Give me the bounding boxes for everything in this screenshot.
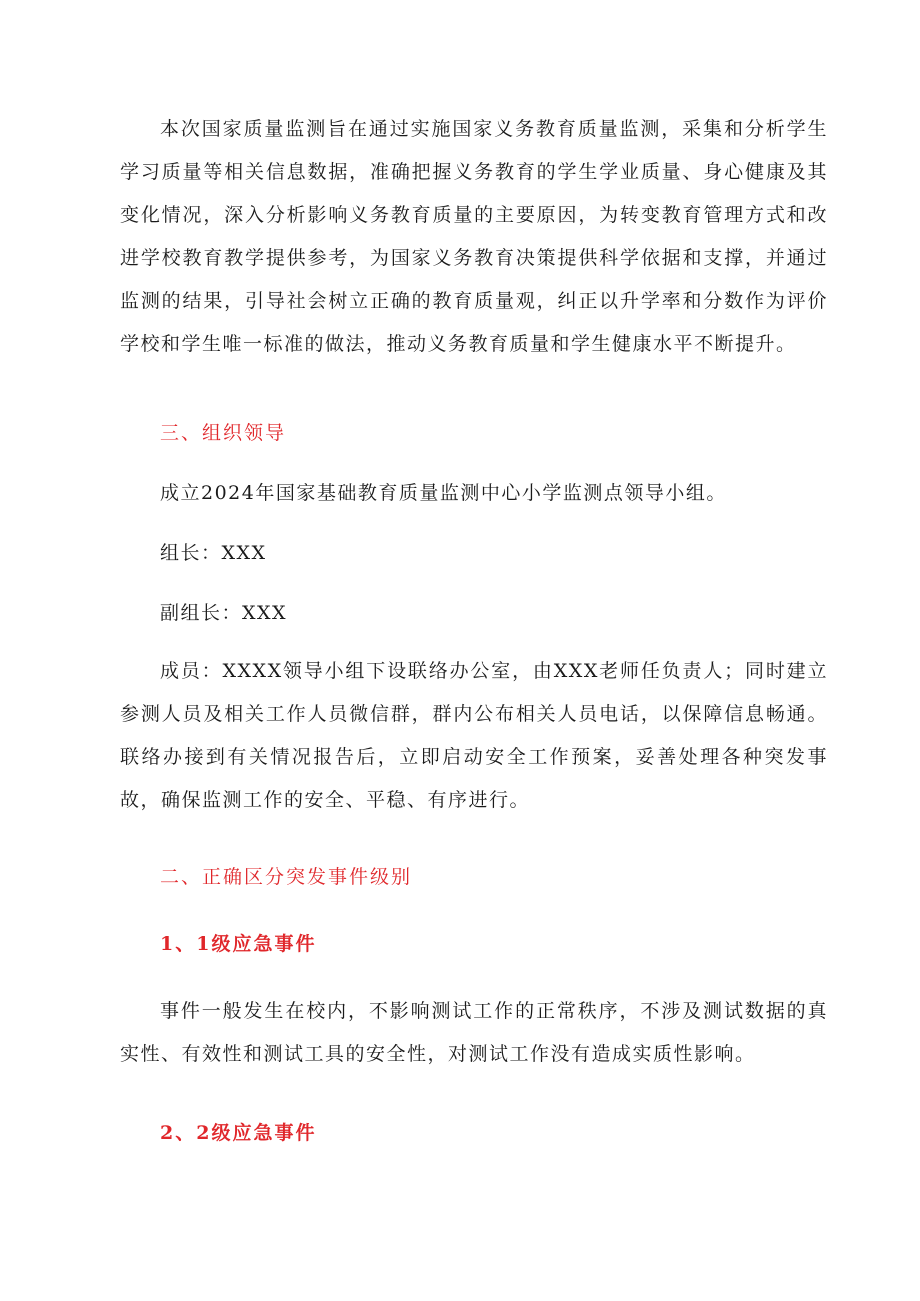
intro-paragraph: 本次国家质量监测旨在通过实施国家义务教育质量监测，采集和分析学生学习质量等相关信息数据，准确把握义务教育的学生学业质量、身心健康及其变化情况，深入分析影响义务教育质量的主要原因，为转变教育管理方式和改进学校教育教学提供参考，为国家义务教育决策提供科学依据和支撑，并通过监测的结果，引导社会树立正确的教育质量观，纠正以升学率和分数作为评价学校和学生唯一标准的做法，推动义务教育质量和学生健康水平不断提升。 (120, 118, 828, 355)
subheading-level-1: 1、1级应急事件 (160, 933, 317, 955)
subheading-level-2: 2、2级应急事件 (160, 1122, 317, 1144)
leader-text: 组长：XXX (160, 542, 267, 564)
section-heading-organization: 三、组织领导 (160, 422, 287, 444)
vice-leader-text: 副组长：XXX (160, 602, 288, 624)
members-paragraph: 成员：XXXX领导小组下设联络办公室，由XXX老师任负责人；同时建立参测人员及相关工作人员微信群，群内公布相关人员电话，以保障信息畅通。联络办接到有关情况报告后，立即启动安全工作预案，妥善处理各种突发事故，确保监测工作的安全、平稳、有序进行。 (120, 660, 828, 811)
org-setup-text: 成立2024年国家基础教育质量监测中心小学监测点领导小组。 (160, 482, 727, 504)
section-heading-levels: 二、正确区分突发事件级别 (160, 866, 413, 888)
level1-paragraph: 事件一般发生在校内，不影响测试工作的正常秩序，不涉及测试数据的真实性、有效性和测试工具的安全性，对测试工作没有造成实质性影响。 (120, 1000, 828, 1065)
